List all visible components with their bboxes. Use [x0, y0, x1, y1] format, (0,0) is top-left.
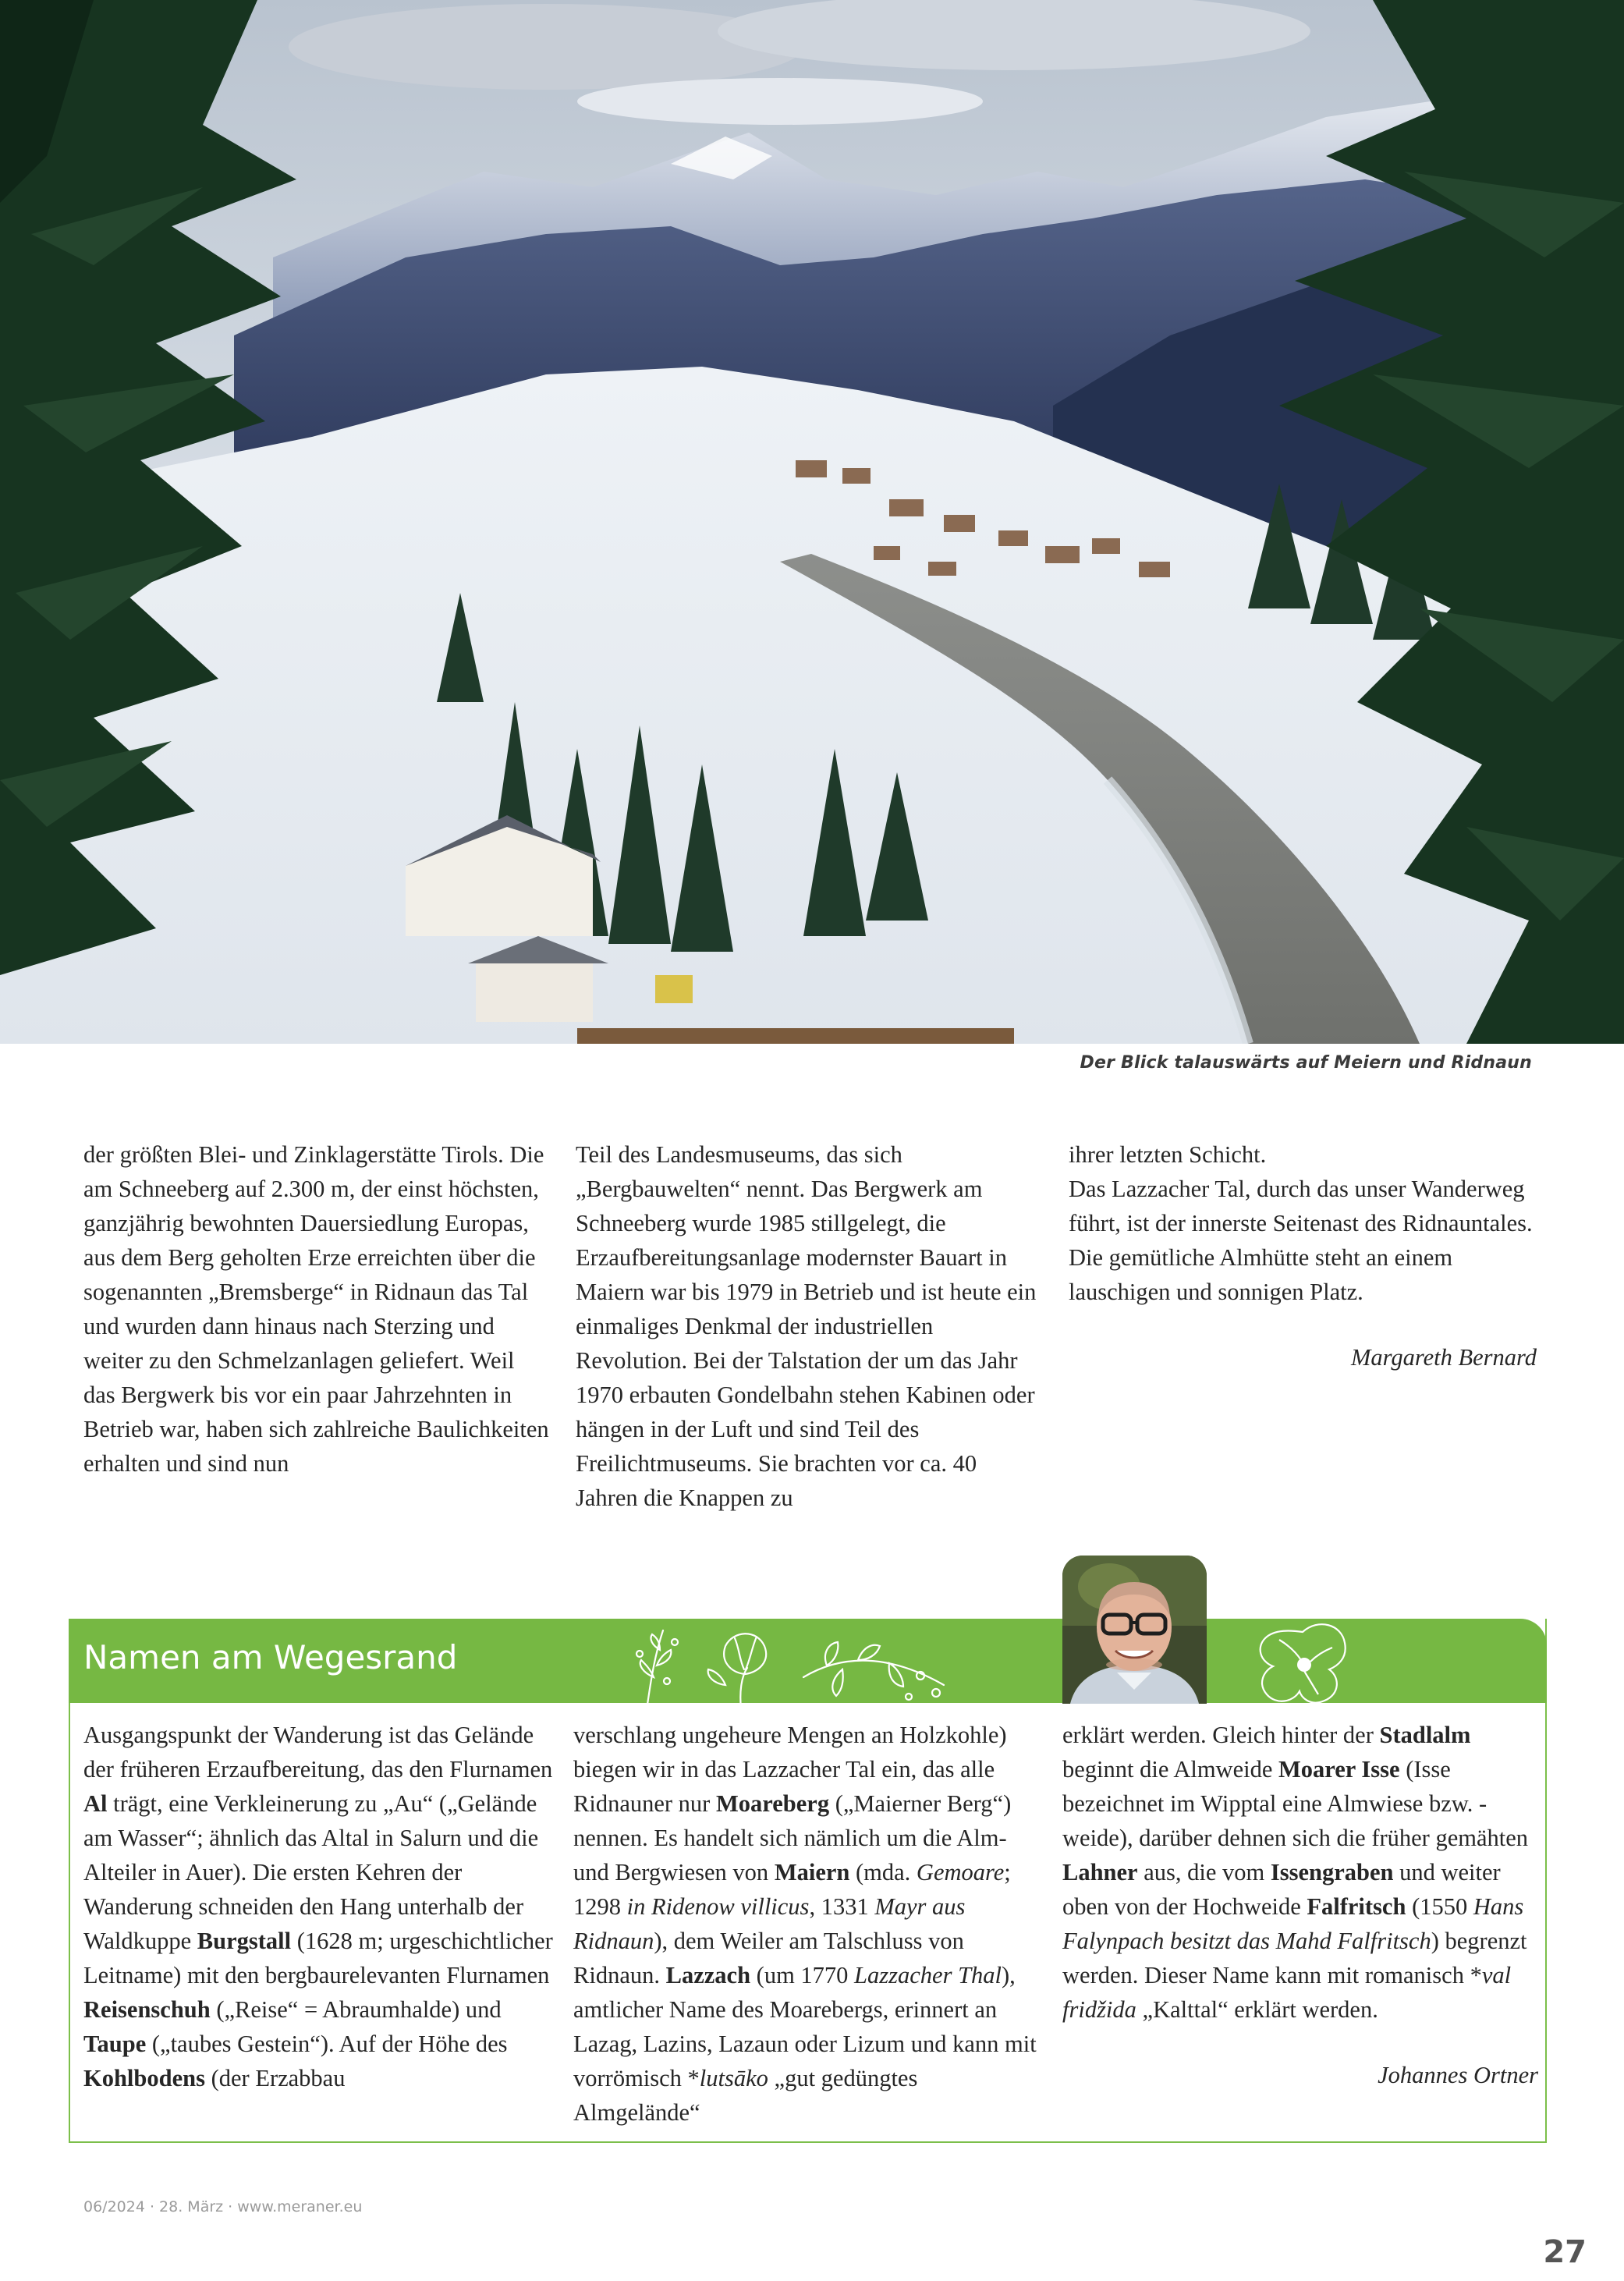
- place-name: Falfritsch: [1307, 1893, 1406, 1920]
- text-run: ) begrenzt werden. Dieser Name kann mit romanisch *: [1062, 1928, 1527, 1988]
- article-column-1: [83, 1137, 551, 1481]
- place-name: Lazzach: [665, 1962, 751, 1988]
- place-name: Taupe: [83, 2031, 147, 2057]
- text-run: ; 1298: [573, 1859, 1011, 1920]
- article-author: Margareth Bernard: [1350, 1344, 1537, 1371]
- text-run: (1550: [1406, 1893, 1473, 1920]
- text-run: und weiter oben von der Hochweide: [1062, 1859, 1501, 1920]
- place-name: Moarer Isse: [1278, 1756, 1400, 1783]
- text-run: (um 1770: [750, 1962, 855, 1988]
- text-run: , 1331: [809, 1893, 875, 1920]
- text-run: („Reise“ = Abraumhalde) und: [210, 1996, 502, 2023]
- box-paragraph: [573, 1718, 1048, 2130]
- box-column-3: [1062, 1718, 1538, 2092]
- historic-form: in Ridenow villicus: [626, 1893, 810, 1920]
- photo-caption: Der Blick talauswärts auf Meiern und Ridnaun: [1080, 1053, 1532, 1073]
- article-paragraph: ihrer letzten Schicht. Das Lazzacher Tal, durch das unser Wanderweg führt, ist der innerste Seitenast des Ridnauntales. Die gemütliche Almhütte steht an einem lauschigen und sonnigen Platz.: [1069, 1141, 1533, 1305]
- place-name: Reisenschuh: [83, 1996, 211, 2023]
- text-run: „gut gedüngtes Almgelände“: [573, 2065, 918, 2126]
- article-column-3: [1069, 1137, 1537, 1375]
- place-name: Al: [83, 1790, 108, 1817]
- text-run: („Maierner Berg“) nennen. Es handelt sich nämlich um die Alm- und Bergwiesen von: [573, 1790, 1012, 1885]
- text-run: erklärt werden. Gleich hinter der: [1062, 1722, 1380, 1748]
- hero-photo: [0, 0, 1624, 1044]
- text-run: beginnt die Almweide: [1062, 1756, 1278, 1783]
- article-column-2: [576, 1137, 1044, 1515]
- text-run: („taubes Gestein“). Auf der Höhe des: [146, 2031, 508, 2057]
- info-box-title: Namen am Wegesrand: [83, 1638, 458, 1676]
- author-portrait: [1062, 1556, 1207, 1704]
- text-run: Ausgangspunkt der Wanderung ist das Gelände der früheren Erzaufbereitung, das den Flurnamen: [83, 1722, 553, 1783]
- place-name: Burgstall: [197, 1928, 292, 1954]
- box-column-2: [573, 1718, 1048, 2130]
- issue-info: 06/2024 · 28. März · www.meraner.eu: [83, 2198, 363, 2215]
- text-run: (1628 m; urgeschichtlicher Leitname) mit den bergbaurelevanten Flurnamen: [83, 1928, 553, 1988]
- text-run: ), dem Weiler am Talschluss von Ridnaun.: [573, 1928, 964, 1988]
- text-run: ), amtlicher Name des Moarebergs, erinnert an Lazag, Lazins, Lazaun oder Lizum und kann mit vorrömisch *: [573, 1962, 1037, 2091]
- poppy-flower-icon: [1248, 1616, 1357, 1710]
- historic-form: lutsāko: [699, 2065, 768, 2091]
- text-run: verschlang ungeheure Mengen an Holzkohle) biegen wir in das Lazzacher Tal ein, das alle Ridnauner nur: [573, 1722, 1007, 1817]
- place-name: Lahner: [1062, 1859, 1138, 1885]
- place-name: Stadlalm: [1379, 1722, 1471, 1748]
- historic-form: Mayr aus Ridnaun: [573, 1893, 966, 1954]
- box-paragraph: [83, 1718, 558, 2095]
- text-run: (mda.: [849, 1859, 917, 1885]
- place-name: Maiern: [774, 1859, 850, 1885]
- historic-form: Lazzacher Thal: [854, 1962, 1002, 1988]
- historic-form: val fridžida: [1062, 1962, 1512, 2023]
- floral-ornament-icon: [608, 1623, 1014, 1708]
- box-paragraph: [1062, 1718, 1538, 2027]
- box-column-1: [83, 1718, 558, 2095]
- text-run: (der Erzabbau: [204, 2065, 346, 2091]
- text-run: trägt, eine Verkleinerung zu „Au“ („Gelände am Wasser“; ähnlich das Altal in Salurn und die Alteiler in Auer). Die ersten Kehren der Wanderung schneiden den Hang unterhalb der Waldkuppe: [83, 1790, 539, 1954]
- text-run: (Isse bezeichnet im Wipptal eine Almwiese bzw. -weide), darüber dehnen sich die früher gemähten: [1062, 1756, 1529, 1851]
- historic-form: Gemoare: [916, 1859, 1005, 1885]
- place-name: Moareberg: [715, 1790, 830, 1817]
- text-run: aus, die vom: [1137, 1859, 1271, 1885]
- box-author: Johannes Ortner: [1378, 2062, 1538, 2088]
- page-number: 27: [1543, 2234, 1587, 2270]
- text-run: „Kalttal“ erklärt werden.: [1136, 1996, 1378, 2023]
- article-paragraph: Teil des Landesmuseums, das sich „Bergbauwelten“ nennt. Das Bergwerk am Schneeberg wurde 1985 stillgelegt, die Erzaufbereitungsanlage modernster Bauart in Maiern war bis 1979 in Betrieb und ist heute ein einmaliges Denkmal der industriellen Revolution. Bei der Talstation der um das Jahr 1970 erbauten Gondelbahn stehen Kabinen oder hängen in der Luft und sind Teil des Freilichtmuseums. Sie brachten vor ca. 40 Jahren die Knappen zu: [576, 1141, 1037, 1511]
- place-name: Kohlbodens: [83, 2065, 205, 2091]
- historic-form: Hans Falynpach besitzt das Mahd Falfritsch: [1062, 1893, 1524, 1954]
- article-paragraph: der größten Blei- und Zinklagerstätte Tirols. Die am Schneeberg auf 2.300 m, der einst höchsten, ganzjährig bewohnten Dauersiedlung Europas, aus dem Berg geholten Erze erreichten über die sogenannten „Bremsberge“ in Ridnaun das Tal und wurden dann hinaus nach Sterzing und weiter zu den Schmelzanlagen geliefert. Weil das Bergwerk bis vor ein paar Jahrzehnten in Betrieb war, haben sich zahlreiche Baulichkeiten erhalten und sind nun: [83, 1141, 549, 1477]
- place-name: Issengraben: [1270, 1859, 1394, 1885]
